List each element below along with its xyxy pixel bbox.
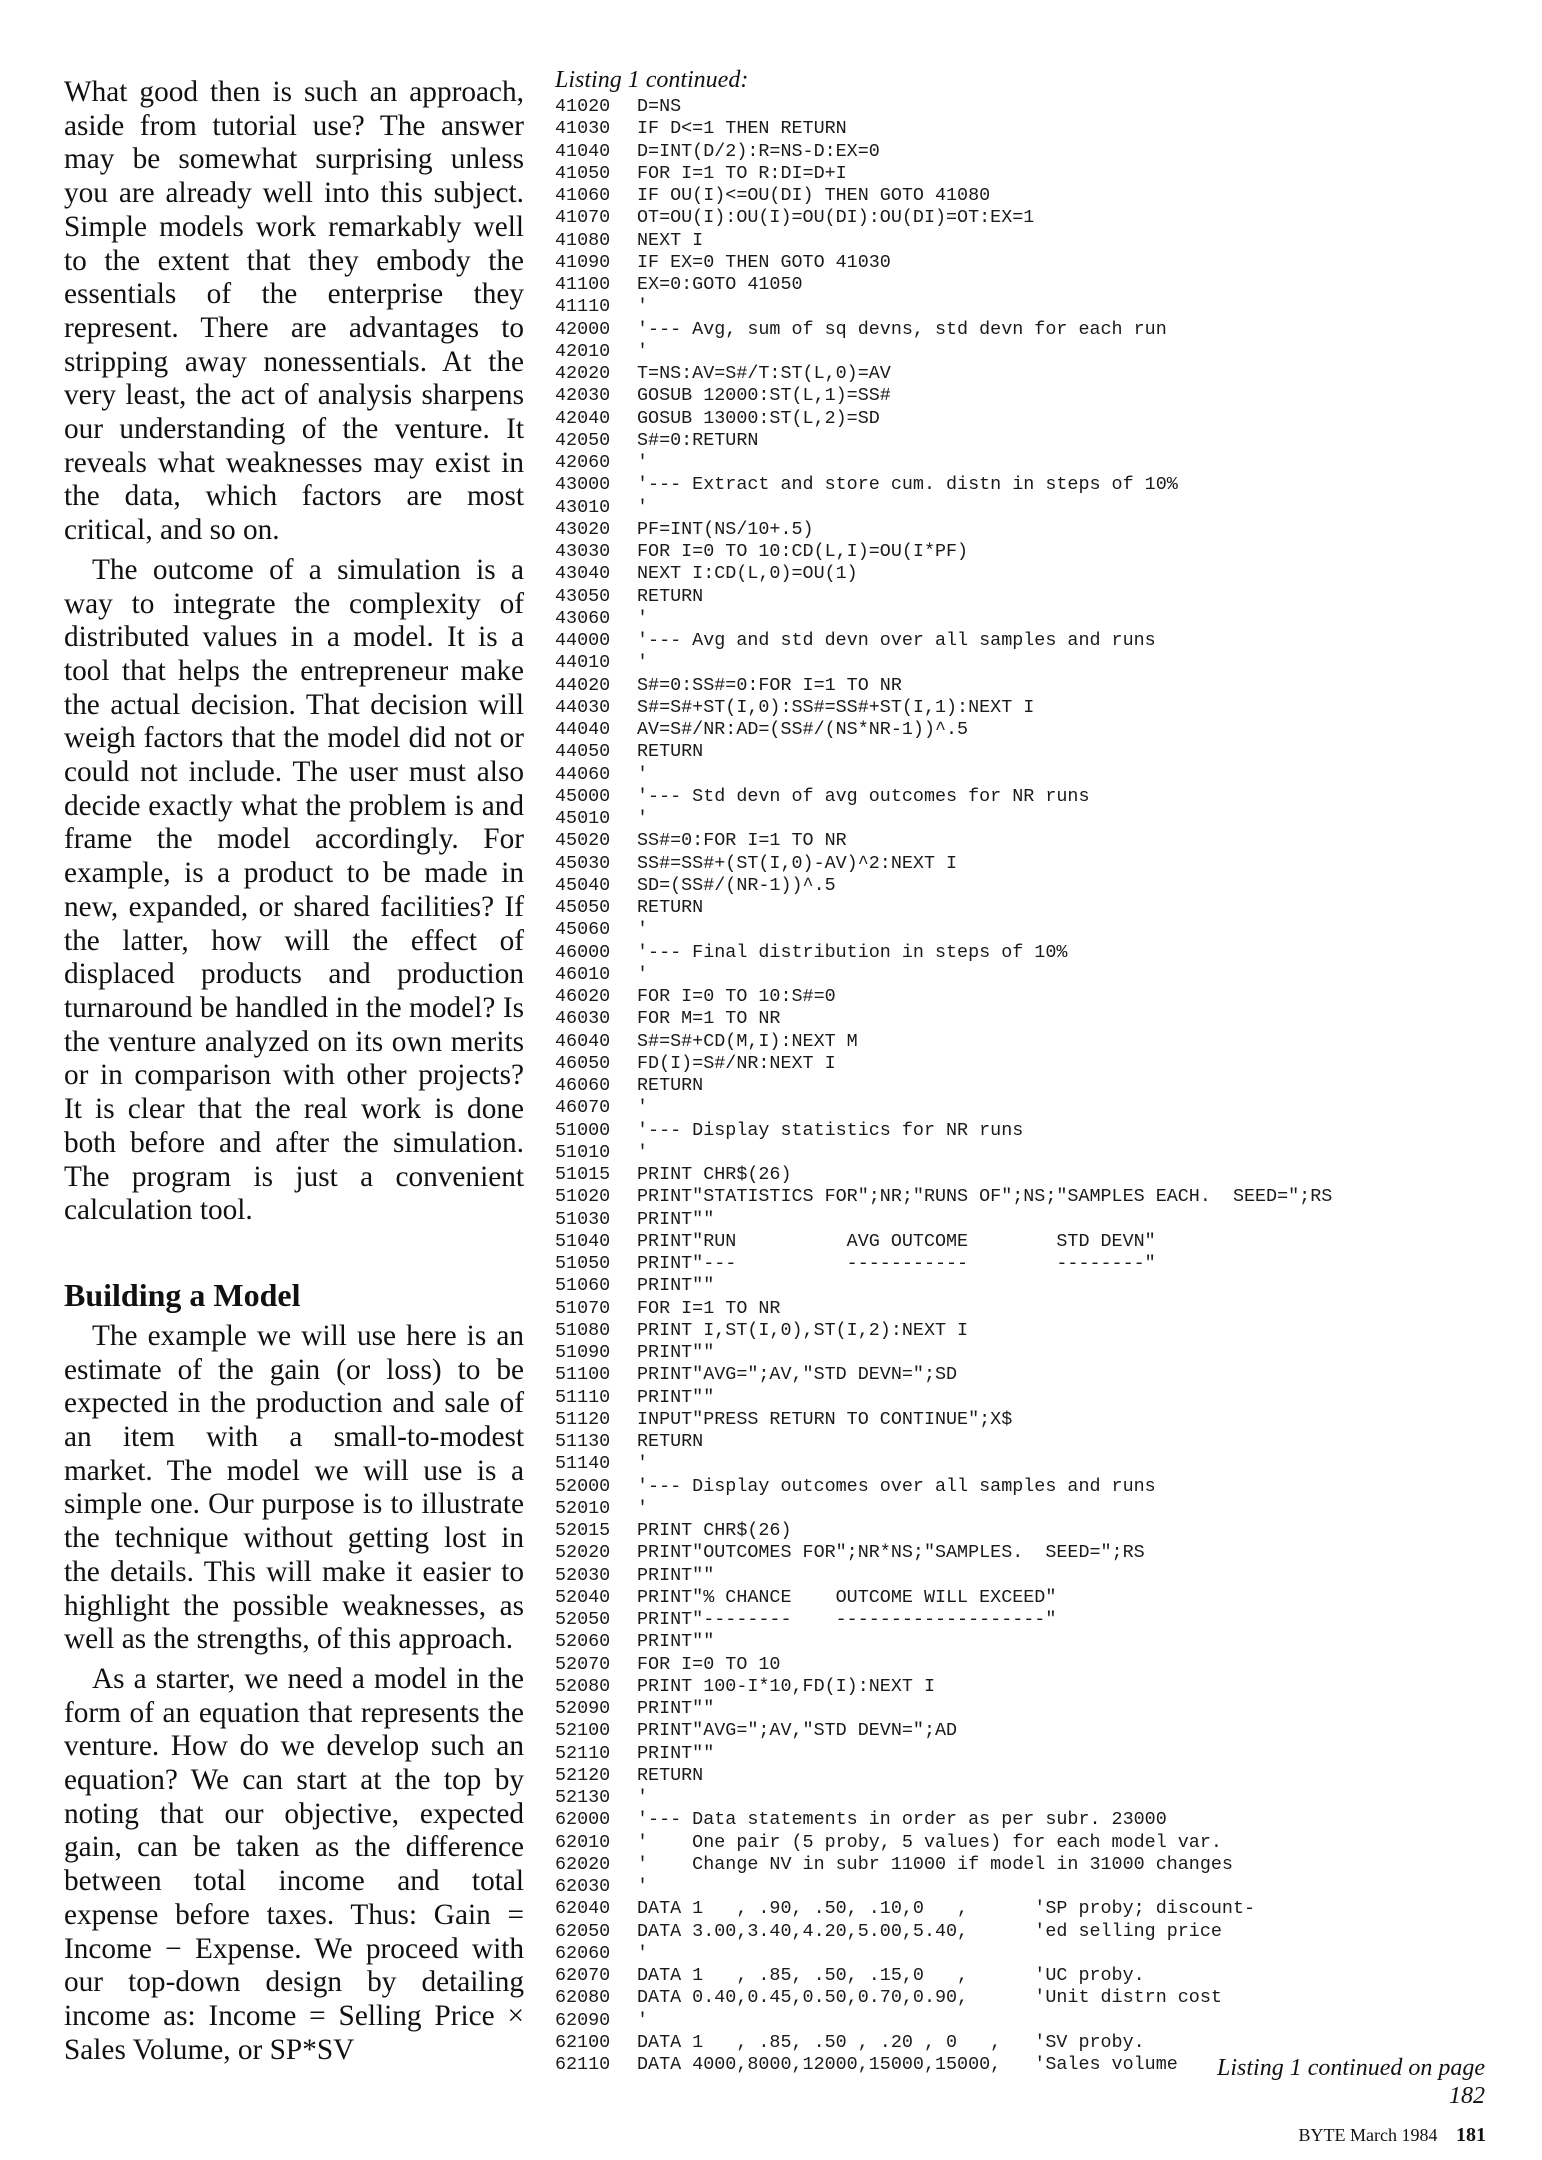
code-text: ' [637, 496, 649, 518]
code-line [555, 1787, 1515, 1809]
code-text: RETURN [637, 1431, 704, 1452]
code-line [555, 185, 1515, 207]
code-line [555, 675, 1515, 697]
line-number: 45050 [555, 897, 611, 918]
code-line [555, 118, 1515, 140]
code-text: RETURN [637, 585, 704, 607]
code-line [555, 1364, 1515, 1386]
line-number: 46050 [555, 1052, 611, 1074]
code-line [555, 1053, 1515, 1075]
code-text: '--- Extract and store cum. distn in steps of 10% [637, 474, 1178, 496]
line-number: 52010 [555, 1497, 611, 1519]
code-line [555, 1743, 1515, 1765]
code-line [555, 786, 1515, 808]
line-number: 51130 [555, 1431, 611, 1452]
line-number: 51100 [555, 1364, 611, 1386]
code-text: NEXT I:CD(L,0)=OU(1) [637, 563, 858, 585]
code-text: DATA 1 , .90, .50, .10,0 , 'SP proby; discount- [637, 1898, 1256, 1920]
code-line [555, 1209, 1515, 1231]
code-text: ' [637, 607, 649, 629]
code-line [555, 141, 1515, 163]
line-number: 52120 [555, 1764, 611, 1786]
line-number: 46070 [555, 1097, 611, 1119]
code-text: GOSUB 12000:ST(L,1)=SS# [637, 385, 891, 407]
code-text: ' [637, 340, 649, 362]
code-text: PRINT"RUN AVG OUTCOME STD DEVN" [637, 1230, 1156, 1252]
code-line [555, 519, 1515, 541]
code-text: FOR I=0 TO 10:S#=0 [637, 986, 836, 1007]
code-text: EX=0:GOTO 41050 [637, 274, 803, 295]
code-text: ' [637, 1876, 649, 1897]
article-paragraph: As a starter, we need a model in the form of an equation that represents the venture. How do we develop such an equation? We can start at the top by noting that our objective, expected gain, can be taken as the difference between total income and total expense before taxes. Thus: Gain = Income − Expense. We proceed with our top-down design by detailing income as: Income = Selling Price × Sales Volume, or SP*SV [64, 1662, 524, 2066]
line-number: 45000 [555, 785, 611, 807]
code-text: ' [637, 1787, 649, 1808]
line-number: 46040 [555, 1030, 611, 1052]
code-line [555, 719, 1515, 741]
code-text: ' Change NV in subr 11000 if model in 31000 changes [637, 1853, 1233, 1875]
line-number: 62070 [555, 1965, 611, 1986]
page-footer [1299, 2124, 1486, 2146]
code-line [555, 1142, 1515, 1164]
code-text: ' [637, 1942, 649, 1964]
code-line [555, 741, 1515, 763]
line-number: 41110 [555, 296, 611, 318]
code-line [555, 1654, 1515, 1676]
code-line [555, 1298, 1515, 1320]
code-line [555, 163, 1515, 185]
code-line [555, 408, 1515, 430]
line-number: 41040 [555, 140, 611, 162]
code-text: ' [637, 452, 649, 473]
line-number: 46010 [555, 963, 611, 985]
article-paragraph: What good then is such an approach, aside from tutorial use? The answer may be somewhat surprising unless you are already well into this subject. Simple models work remarkably well to the extent that they embody the essentials of the enterprise they represent. There are advantages to stripping away nonessentials. At the very least, the act of analysis sharpens our understanding of the venture. It reveals what weaknesses may exist in the data, which factors are most critical, and so on. [64, 76, 524, 547]
line-number: 46000 [555, 941, 611, 963]
line-number: 51015 [555, 1164, 611, 1185]
code-text: PRINT"% CHANCE OUTCOME WILL EXCEED" [637, 1586, 1057, 1608]
code-line [555, 986, 1515, 1008]
code-text: RETURN [637, 741, 704, 763]
line-number: 51110 [555, 1386, 611, 1408]
line-number: 51090 [555, 1342, 611, 1363]
code-line [555, 1008, 1515, 1030]
code-text: '--- Avg and std devn over all samples and runs [637, 630, 1156, 651]
code-line [555, 1676, 1515, 1698]
line-number: 52050 [555, 1609, 611, 1630]
code-text: PRINT I,ST(I,0),ST(I,2):NEXT I [637, 1319, 969, 1341]
code-text: PRINT"-------- -------------------" [637, 1609, 1057, 1630]
line-number: 62020 [555, 1853, 611, 1875]
code-text: PRINT"" [637, 1275, 715, 1297]
code-text: RETURN [637, 897, 704, 918]
line-number: 43050 [555, 585, 611, 607]
code-text: PRINT"" [637, 1564, 715, 1586]
code-line [555, 608, 1515, 630]
code-text: T=NS:AV=S#/T:ST(L,0)=AV [637, 363, 891, 384]
line-number: 51140 [555, 1453, 611, 1475]
code-text: '--- Display statistics for NR runs [637, 1119, 1024, 1141]
code-line [555, 207, 1515, 229]
code-line [555, 430, 1515, 452]
code-text: ' [637, 1141, 649, 1163]
line-number: 43020 [555, 518, 611, 540]
code-text: PRINT"--- ----------- --------" [637, 1253, 1156, 1274]
line-number: 46020 [555, 986, 611, 1007]
code-text: PRINT"" [637, 1631, 715, 1653]
code-line [555, 341, 1515, 363]
line-number: 42060 [555, 452, 611, 473]
code-line [555, 1320, 1515, 1342]
code-line [555, 1609, 1515, 1631]
article-paragraph: The outcome of a simulation is a way to integrate the complexity of distributed values in a model. It is a tool that helps the entrepreneur make the actual decision. That decision will weigh factors that the model did not or could not include. The user must also decide exactly what the problem is and frame the model accordingly. For example, is a product to be made in new, expanded, or shared facilities? If the latter, how will the effect of displaced products and production turnaround be handled in the model? Is the venture analyzed on its own merits or in comparison with other projects? It is clear that the real work is done both before and after the simulation. The program is just a convenient calculation tool. [64, 553, 524, 1227]
section-heading: Building a Model [64, 1276, 301, 1313]
line-number: 62000 [555, 1809, 611, 1831]
code-text: ' [637, 763, 649, 785]
code-line [555, 942, 1515, 964]
code-line [555, 1809, 1515, 1831]
line-number: 51070 [555, 1297, 611, 1319]
code-line [555, 1409, 1515, 1431]
code-line [555, 230, 1515, 252]
code-text: FOR M=1 TO NR [637, 1008, 781, 1030]
code-line [555, 897, 1515, 919]
line-number: 52080 [555, 1675, 611, 1697]
line-number: 44020 [555, 674, 611, 696]
line-number: 51120 [555, 1408, 611, 1430]
code-line [555, 2032, 1515, 2054]
code-text: FOR I=1 TO NR [637, 1297, 781, 1319]
line-number: 43060 [555, 607, 611, 629]
line-number: 62090 [555, 2009, 611, 2031]
code-line [555, 964, 1515, 986]
code-text: DATA 1 , .85, .50 , .20 , 0 , 'SV proby. [637, 2031, 1145, 2053]
line-number: 46030 [555, 1008, 611, 1030]
code-line [555, 875, 1515, 897]
line-number: 51080 [555, 1319, 611, 1341]
listing-heading: Listing 1 continued: [555, 67, 749, 93]
code-text: SD=(SS#/(NR-1))^.5 [637, 874, 836, 896]
article-paragraph: The example we will use here is an estimate of the gain (or loss) to be expected in the production and sale of an item with a small-to-modest market. The model we will use is a simple one. Our purpose is to illustrate the technique without getting lost in the details. This will make it easier to highlight the possible weaknesses, as well as the strengths, of this approach. [64, 1319, 524, 1656]
code-text: '--- Final distribution in steps of 10% [637, 941, 1068, 963]
line-number: 62110 [555, 2054, 611, 2075]
code-line [555, 1387, 1515, 1409]
line-number: 44040 [555, 719, 611, 740]
code-text: PRINT"" [637, 1742, 715, 1764]
line-number: 51060 [555, 1275, 611, 1297]
code-line [555, 96, 1515, 118]
code-text: S#=S#+ST(I,0):SS#=SS#+ST(I,1):NEXT I [637, 696, 1035, 718]
code-text: RETURN [637, 1075, 704, 1096]
code-text: '--- Display outcomes over all samples and runs [637, 1475, 1156, 1497]
code-line [555, 919, 1515, 941]
code-line [555, 1120, 1515, 1142]
line-number: 51050 [555, 1253, 611, 1274]
code-text: PRINT"STATISTICS FOR";NR;"RUNS OF";NS;"SAMPLES EACH. SEED=";RS [637, 1186, 1333, 1208]
code-line [555, 1253, 1515, 1275]
line-number: 42000 [555, 318, 611, 340]
code-line [555, 474, 1515, 496]
line-number: 41020 [555, 96, 611, 117]
code-line [555, 1698, 1515, 1720]
code-text: PRINT"AVG=";AV,"STD DEVN=";SD [637, 1364, 958, 1386]
line-number: 52100 [555, 1720, 611, 1742]
code-text: '--- Avg, sum of sq devns, std devn for each run [637, 318, 1167, 340]
code-text: '--- Data statements in order as per subr. 23000 [637, 1809, 1167, 1831]
article-text-column [64, 76, 524, 2067]
code-line [555, 363, 1515, 385]
code-text: DATA 0.40,0.45,0.50,0.70,0.90, 'Unit distrn cost [637, 1987, 1222, 2009]
code-line [555, 586, 1515, 608]
code-line [555, 830, 1515, 852]
code-text: SS#=0:FOR I=1 TO NR [637, 830, 847, 852]
code-text: PRINT"AVG=";AV,"STD DEVN=";AD [637, 1720, 958, 1742]
code-text: PRINT CHR$(26) [637, 1520, 792, 1541]
listing-continued-note: Listing 1 continued on page 182 [1217, 2055, 1485, 2109]
code-line [555, 1231, 1515, 1253]
line-number: 52000 [555, 1475, 611, 1497]
code-text: FOR I=1 TO R:DI=D+I [637, 162, 847, 184]
line-number: 52040 [555, 1586, 611, 1608]
code-text: S#=0:SS#=0:FOR I=1 TO NR [637, 674, 902, 696]
code-text: IF EX=0 THEN GOTO 41030 [637, 251, 891, 273]
code-line [555, 630, 1515, 652]
line-number: 51030 [555, 1208, 611, 1230]
code-text: '--- Std devn of avg outcomes for NR runs [637, 785, 1090, 807]
code-text: D=INT(D/2):R=NS-D:EX=0 [637, 140, 880, 162]
code-text: DATA 4000,8000,12000,15000,15000, 'Sales volume [637, 2054, 1178, 2075]
line-number: 62060 [555, 1942, 611, 1964]
code-line [555, 1854, 1515, 1876]
code-text: PRINT"" [637, 1386, 715, 1408]
code-line [555, 1498, 1515, 1520]
code-line [555, 853, 1515, 875]
code-line [555, 1342, 1515, 1364]
code-line [555, 1921, 1515, 1943]
line-number: 51000 [555, 1119, 611, 1141]
code-line [555, 1876, 1515, 1898]
code-text: RETURN [637, 1764, 704, 1786]
code-text: FD(I)=S#/NR:NEXT I [637, 1052, 836, 1074]
code-text: ' [637, 652, 649, 674]
code-text: OT=OU(I):OU(I)=OU(DI):OU(DI)=OT:EX=1 [637, 207, 1035, 229]
line-number: 52015 [555, 1520, 611, 1541]
line-number: 45040 [555, 874, 611, 896]
code-text: DATA 1 , .85, .50, .15,0 , 'UC proby. [637, 1965, 1145, 1986]
code-text: AV=S#/NR:AD=(SS#/(NS*NR-1))^.5 [637, 719, 969, 740]
line-number: 42010 [555, 340, 611, 362]
code-text: S#=S#+CD(M,I):NEXT M [637, 1030, 858, 1052]
code-line [555, 1164, 1515, 1186]
line-number: 52070 [555, 1653, 611, 1675]
code-text: S#=0:RETURN [637, 429, 759, 451]
line-number: 62010 [555, 1831, 611, 1853]
code-text: ' [637, 296, 649, 318]
code-text: IF D<=1 THEN RETURN [637, 118, 847, 140]
code-line [555, 1431, 1515, 1453]
code-line [555, 652, 1515, 674]
code-line [555, 1587, 1515, 1609]
code-text: SS#=SS#+(ST(I,0)-AV)^2:NEXT I [637, 852, 958, 874]
code-line [555, 1097, 1515, 1119]
code-line [555, 1720, 1515, 1742]
code-text: PRINT 100-I*10,FD(I):NEXT I [637, 1675, 935, 1697]
line-number: 51040 [555, 1230, 611, 1252]
code-line [555, 1542, 1515, 1564]
code-text: PF=INT(NS/10+.5) [637, 518, 814, 540]
line-number: 52060 [555, 1631, 611, 1653]
code-text: FOR I=0 TO 10:CD(L,I)=OU(I*PF) [637, 541, 969, 562]
code-text: ' [637, 1453, 649, 1475]
line-number: 45010 [555, 808, 611, 829]
code-line [555, 1520, 1515, 1542]
code-line [555, 1275, 1515, 1297]
line-number: 45030 [555, 852, 611, 874]
line-number: 41070 [555, 207, 611, 229]
line-number: 62100 [555, 2031, 611, 2053]
code-text: GOSUB 13000:ST(L,2)=SD [637, 407, 880, 429]
code-text: ' [637, 919, 649, 941]
page-number: 181 [1456, 2124, 1486, 2146]
code-line [555, 808, 1515, 830]
code-line [555, 1631, 1515, 1653]
code-text: PRINT CHR$(26) [637, 1164, 792, 1185]
code-line [555, 274, 1515, 296]
code-line [555, 1031, 1515, 1053]
code-text: ' [637, 2009, 649, 2031]
line-number: 52130 [555, 1787, 611, 1808]
code-text: ' [637, 963, 649, 985]
code-line [555, 296, 1515, 318]
line-number: 43030 [555, 541, 611, 562]
code-line [555, 385, 1515, 407]
code-line [555, 1965, 1515, 1987]
code-line [555, 764, 1515, 786]
code-text: PRINT"" [637, 1208, 715, 1230]
code-text: D=NS [637, 96, 682, 117]
line-number: 44050 [555, 741, 611, 763]
line-number: 42030 [555, 385, 611, 407]
code-line [555, 2010, 1515, 2032]
line-number: 41090 [555, 251, 611, 273]
line-number: 52020 [555, 1542, 611, 1564]
code-listing [555, 96, 1515, 2076]
code-line [555, 1476, 1515, 1498]
magazine-issue: BYTE March 1984 [1298, 2125, 1438, 2145]
code-line [555, 1186, 1515, 1208]
code-line [555, 1765, 1515, 1787]
line-number: 51010 [555, 1141, 611, 1163]
code-text: PRINT"" [637, 1698, 715, 1719]
line-number: 52090 [555, 1698, 611, 1719]
code-text: DATA 3.00,3.40,4.20,5.00,5.40, 'ed selling price [637, 1920, 1222, 1942]
code-line [555, 252, 1515, 274]
line-number: 42020 [555, 363, 611, 384]
listing-column [555, 66, 1515, 2076]
code-line [555, 1987, 1515, 2009]
line-number: 45060 [555, 919, 611, 941]
code-line [555, 319, 1515, 341]
line-number: 45020 [555, 830, 611, 852]
line-number: 41050 [555, 162, 611, 184]
code-line [555, 541, 1515, 563]
line-number: 44060 [555, 763, 611, 785]
line-number: 43000 [555, 474, 611, 496]
code-line [555, 452, 1515, 474]
code-line [555, 1898, 1515, 1920]
code-line [555, 1943, 1515, 1965]
code-line [555, 1832, 1515, 1854]
line-number: 42040 [555, 407, 611, 429]
line-number: 62040 [555, 1898, 611, 1920]
line-number: 62050 [555, 1920, 611, 1942]
line-number: 44010 [555, 652, 611, 674]
line-number: 43040 [555, 563, 611, 585]
code-text: NEXT I [637, 229, 704, 251]
code-line [555, 1075, 1515, 1097]
code-line [555, 497, 1515, 519]
line-number: 43010 [555, 496, 611, 518]
code-line [555, 1565, 1515, 1587]
line-number: 52030 [555, 1564, 611, 1586]
line-number: 44000 [555, 630, 611, 651]
line-number: 51020 [555, 1186, 611, 1208]
code-text: INPUT"PRESS RETURN TO CONTINUE";X$ [637, 1408, 1013, 1430]
line-number: 41060 [555, 185, 611, 206]
code-text: ' [637, 1097, 649, 1119]
code-text: ' One pair (5 proby, 5 values) for each model var. [637, 1831, 1222, 1853]
code-line [555, 697, 1515, 719]
code-text: PRINT"OUTCOMES FOR";NR*NS;"SAMPLES. SEED=";RS [637, 1542, 1145, 1564]
code-line [555, 1453, 1515, 1475]
code-text: PRINT"" [637, 1342, 715, 1363]
line-number: 42050 [555, 429, 611, 451]
code-text: ' [637, 1497, 649, 1519]
line-number: 46060 [555, 1075, 611, 1096]
line-number: 44030 [555, 696, 611, 718]
line-number: 41030 [555, 118, 611, 140]
code-text: ' [637, 808, 649, 829]
line-number: 41100 [555, 274, 611, 295]
code-text: IF OU(I)<=OU(DI) THEN GOTO 41080 [637, 185, 991, 206]
line-number: 62030 [555, 1876, 611, 1897]
line-number: 41080 [555, 229, 611, 251]
code-line [555, 563, 1515, 585]
line-number: 52110 [555, 1742, 611, 1764]
code-text: FOR I=0 TO 10 [637, 1653, 781, 1675]
line-number: 62080 [555, 1987, 611, 2009]
